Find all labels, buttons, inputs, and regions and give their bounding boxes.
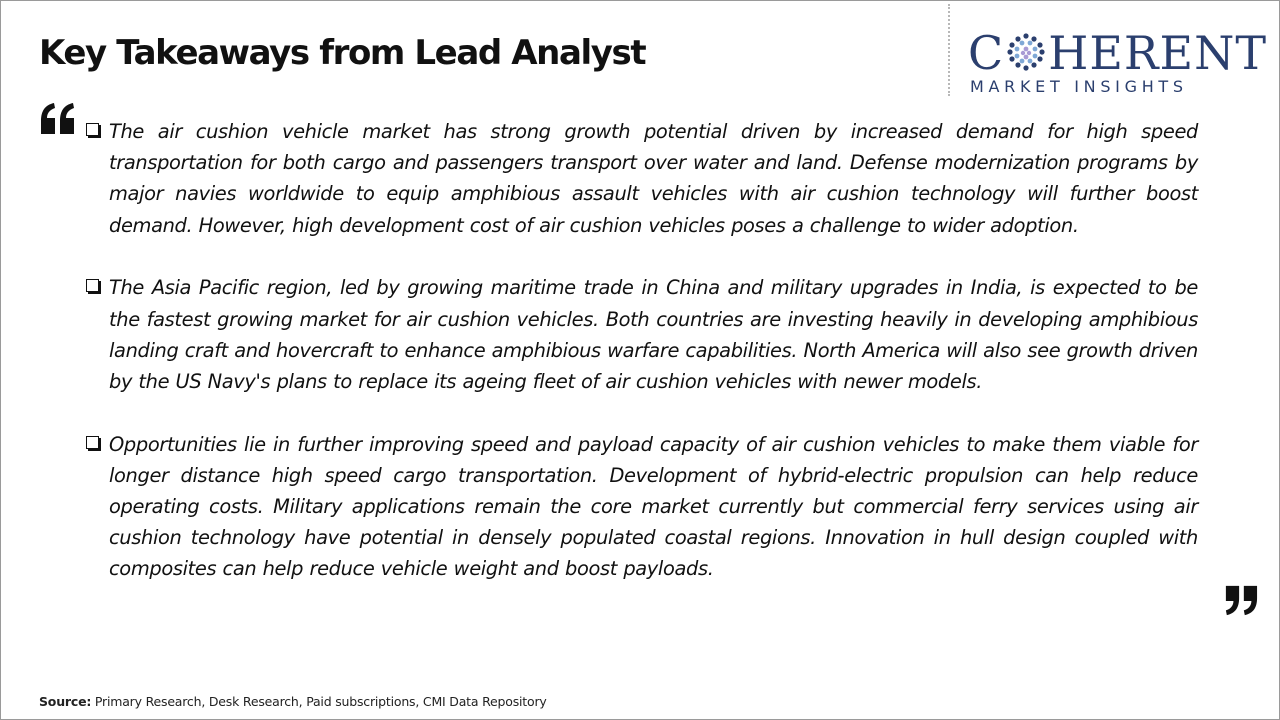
logo-wordmark [968,28,1267,78]
takeaway-item [86,116,1198,241]
company-logo [968,26,1268,98]
logo-globe-icon [1004,31,1048,71]
takeaway-item [86,429,1198,585]
header-divider [948,4,950,96]
quote-open-icon [40,103,76,135]
quote-close-icon [1224,584,1258,616]
takeaway-text: The air cushion vehicle market has strong growth potential driven by increased demand for high speed transportation for both cargo and passengers transport over water and land. Defense modernization programs by major navies worldwide to equip amphibious assault vehicles with air cushion technology will further boost demand. However, high development cost of air cushion vehicles poses a challenge to wider adoption. [109,120,1198,237]
takeaway-text: Opportunities lie in further improving speed and payload capacity of air cushion vehicles to make them viable for longer distance high speed cargo transportation. Development of hybrid-electric propulsion can help reduce operating costs. Military applications remain the core market currently but commercial ferry services using air cushion technology have potential in densely populated coastal regions. Innovation in hull design coupled with composites can help reduce vehicle weight and boost payloads. [109,432,1198,581]
source-text: Primary Research, Desk Research, Paid subscriptions, CMI Data Repository [91,694,547,709]
logo-tagline: MARKET INSIGHTS [970,77,1188,96]
checkbox-icon [86,123,99,136]
takeaway-item [86,272,1198,397]
takeaway-text: The Asia Pacific region, led by growing maritime trade in China and military upgrades in India, is expected to be the fastest growing market for air cushion vehicles. Both countries are investing heavily in developing amphibious landing craft and hovercraft to enhance amphibious warfare capabilities. North America will also see growth driven by the US Navy's plans to replace its ageing fleet of air cushion vehicles with newer models. [109,276,1198,393]
checkbox-icon [86,279,99,292]
logo-letter-c: C [968,26,1005,80]
checkbox-icon [86,436,99,449]
takeaways-list [86,116,1198,616]
source-note [39,694,547,709]
source-label: Source: [39,694,92,709]
logo-letters-herent: HERENT [1048,26,1268,80]
page-title: Key Takeaways from Lead Analyst [39,33,646,73]
